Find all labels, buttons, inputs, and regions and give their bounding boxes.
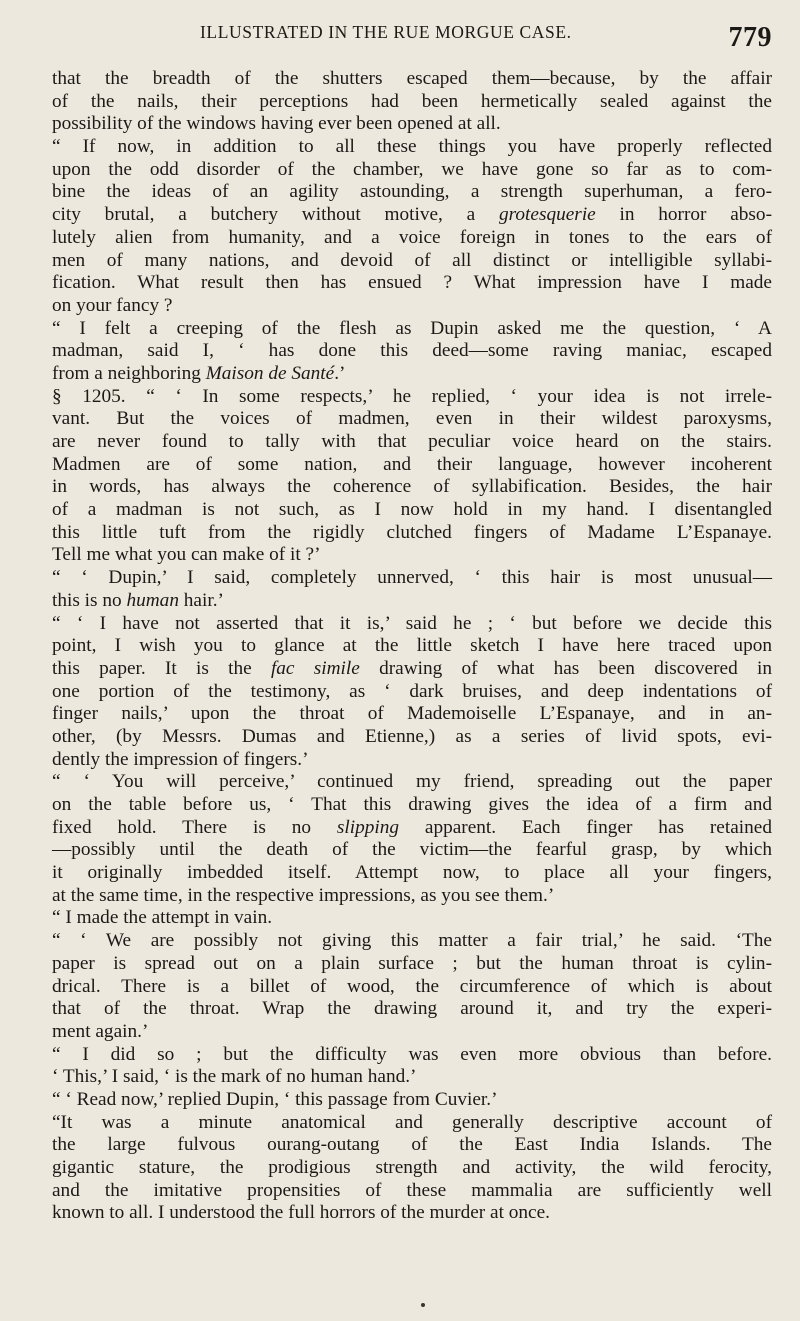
text-line [52,318,772,341]
text-line [52,1202,772,1225]
text-line [52,159,772,182]
text-line [52,749,772,772]
text-segment: point, I wish you to glance at the little sketch I have here traced upon [52,635,772,657]
text-segment: dently the impression of fingers.’ [52,748,309,770]
text-segment: madman, said I, ‘ has done this deed—some raving maniac, escaped [52,340,772,362]
italic-phrase: fac simile [270,657,360,679]
text-line [52,817,772,840]
text-segment: it originally imbedded itself. Attempt now, to place all your fingers, [52,862,772,884]
text-line [52,862,772,885]
text-line [52,726,772,749]
text-segment: of a madman is not such, as I now hold in my hand. I disentangled [52,499,772,521]
text-line [52,658,772,681]
text-segment: the large fulvous ourang-outang of the East India Islands. The [52,1134,772,1156]
text-segment: “ ‘ We are possibly not giving this matter a fair trial,’ he said. ‘The [52,930,772,952]
text-segment: Tell me what you can make of it ?’ [52,544,321,566]
text-segment: possibility of the windows having ever been opened at all. [52,113,501,135]
text-segment: fication. What result then has ensued ? What impression have I made [52,272,772,294]
text-line [52,363,772,386]
text-line [52,771,772,794]
text-segment: that of the throat. Wrap the drawing around it, and try the experi- [52,998,772,1020]
text-segment: on your fancy ? [52,294,173,316]
text-line [52,953,772,976]
text-line [52,1044,772,1067]
text-line [52,1021,772,1044]
text-segment: .’ [334,362,346,384]
text-segment: § 1205. “ ‘ In some respects,’ he replied, ‘ your idea is not irrele- [52,385,772,407]
text-segment: paper is spread out on a plain surface ; but the human throat is cylin- [52,952,772,974]
italic-phrase: slipping [336,816,400,838]
text-line [52,1180,772,1203]
print-speck [421,1303,425,1307]
text-segment: one portion of the testimony, as ‘ dark bruises, and deep indentations of [52,680,772,702]
text-line [52,590,772,613]
text-line [52,1134,772,1157]
text-line [52,930,772,953]
text-line [52,454,772,477]
text-segment: “ ‘ You will perceive,’ continued my friend, spreading out the paper [52,771,772,793]
text-segment: apparent. Each finger has retained [399,816,772,838]
text-segment: “ ‘ Read now,’ replied Dupin, ‘ this passage from Cuvier.’ [52,1088,498,1110]
text-segment: “ I felt a creeping of the flesh as Dupin asked me the question, ‘ A [52,317,772,339]
body-text [52,68,772,1225]
text-line [52,613,772,636]
text-segment: drical. There is a billet of wood, the circumference of which is about [52,975,772,997]
italic-phrase: human [126,589,179,611]
text-line [52,499,772,522]
text-segment: this is no [52,589,127,611]
text-segment: gigantic stature, the prodigious strength and activity, the wild ferocity, [52,1157,772,1178]
text-segment: “ ‘ I have not asserted that it is,’ said he ; ‘ but before we decide this [52,612,772,634]
text-line [52,703,772,726]
text-line [52,272,772,295]
text-segment: fixed hold. There is no [52,816,337,838]
text-line [52,136,772,159]
text-segment: finger nails,’ upon the throat of Mademoiselle L’Espanaye, and in an- [52,703,772,725]
text-segment: upon the odd disorder of the chamber, we have gone so far as to com- [52,158,772,180]
text-line [52,227,772,250]
text-line [52,1089,772,1112]
text-segment: vant. But the voices of madmen, even in their wildest paroxysms, [52,408,772,430]
text-line [52,340,772,363]
text-line [52,976,772,999]
text-line [52,885,772,908]
italic-phrase: grotesquerie [498,204,596,226]
text-segment: are never found to tally with that peculiar voice heard on the stairs. [52,431,772,452]
text-line [52,386,772,409]
text-line [52,204,772,227]
italic-phrase: Maison de Santé [205,362,335,384]
text-line [52,839,772,862]
text-segment: —possibly until the death of the victim—the fearful grasp, by which [52,839,772,861]
text-segment: and the imitative propensities of these mammalia are sufficiently well [52,1179,772,1201]
text-line [52,1157,772,1180]
text-line [52,998,772,1021]
text-line [52,544,772,567]
text-line [52,635,772,658]
text-line [52,1066,772,1089]
running-title: ILLUSTRATED IN THE RUE MORGUE CASE. [200,22,572,42]
text-segment: “ If now, in addition to all these things you have properly reflected [52,136,772,158]
text-segment: Madmen are of some nation, and their language, however incoherent [52,453,772,475]
text-line [52,1112,772,1135]
text-line [52,907,772,930]
text-segment: that the breadth of the shutters escaped them—because, by the affair [52,68,772,89]
text-line [52,431,772,454]
text-line [52,250,772,273]
text-segment: city brutal, a butchery without motive, a [52,204,499,226]
text-segment: lutely alien from humanity, and a voice foreign in tones to the ears of [52,226,772,248]
running-head [52,22,772,52]
text-segment: this paper. It is the [52,657,271,679]
text-line [52,181,772,204]
text-segment: this little tuft from the rigidly clutched fingers of Madame L’Espanaye. [52,521,772,543]
text-segment: in horror abso- [595,204,772,226]
text-segment: “ ‘ Dupin,’ I said, completely unnerved, ‘ this hair is most unusual— [52,567,772,589]
text-segment: bine the ideas of an agility astounding, a strength superhuman, a fero- [52,181,772,203]
text-segment: known to all. I understood the full horrors of the murder at once. [52,1202,550,1224]
text-segment: in words, has always the coherence of syllabification. Besides, the hair [52,476,772,498]
text-segment: ment again.’ [52,1020,149,1042]
text-line [52,476,772,499]
text-line [52,794,772,817]
text-segment: “ I did so ; but the difficulty was even more obvious than before. [52,1043,772,1065]
text-line [52,408,772,431]
text-segment: other, (by Messrs. Dumas and Etienne,) as a series of livid spots, evi- [52,725,772,747]
text-segment: ‘ This,’ I said, ‘ is the mark of no human hand.’ [52,1066,417,1088]
text-segment: drawing of what has been discovered in [359,657,772,679]
text-segment: of the nails, their perceptions had been hermetically sealed against the [52,90,772,112]
text-segment: men of many nations, and devoid of all distinct or intelligible syllabi- [52,249,772,271]
text-segment: from a neighboring [52,362,206,384]
text-line [52,681,772,704]
text-line [52,295,772,318]
text-segment: at the same time, in the respective impressions, as you see them.’ [52,884,555,906]
text-segment: “ I made the attempt in vain. [52,907,273,929]
text-segment: hair.’ [178,589,224,611]
text-line [52,113,772,136]
text-line [52,522,772,545]
text-line [52,567,772,590]
text-segment: “It was a minute anatomical and generally descriptive account of [52,1111,772,1133]
page-number: 779 [728,22,772,53]
text-line [52,91,772,114]
text-line [52,68,772,91]
text-segment: on the table before us, ‘ That this drawing gives the idea of a firm and [52,794,772,815]
